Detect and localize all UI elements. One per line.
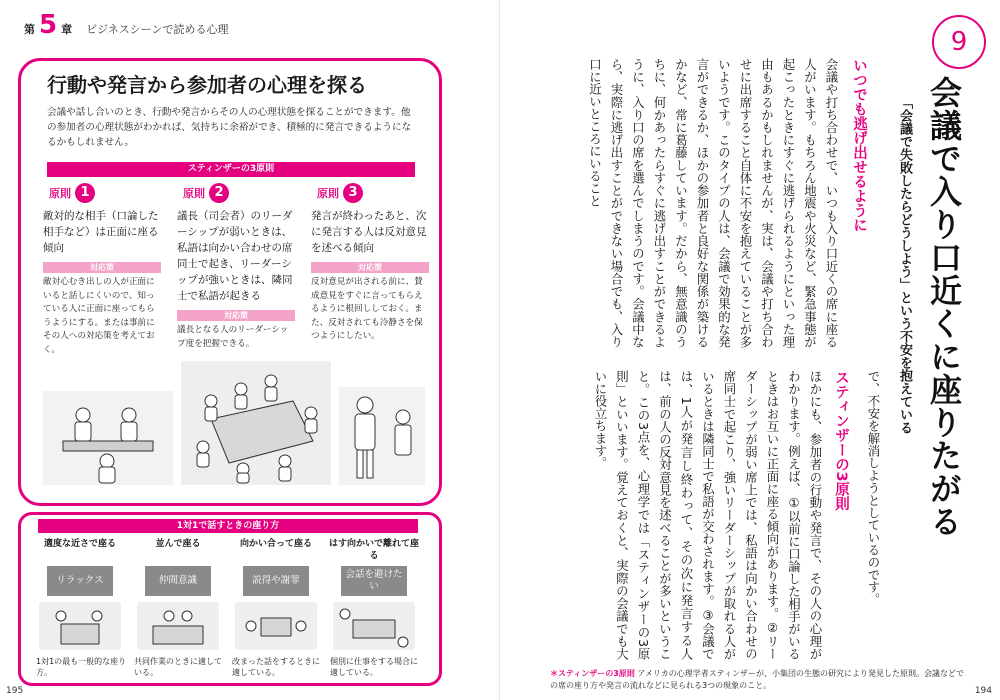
seating-caption: 共同作業のときに適している。	[134, 657, 222, 677]
rule-1	[43, 183, 161, 357]
seating-option-1	[32, 538, 128, 678]
counter-label: 対応策	[43, 262, 161, 273]
rules-header: スティンザーの3原則	[47, 162, 415, 177]
seating-title: 並んで座る	[155, 539, 201, 549]
seating-title: 適度な近さで座る	[43, 539, 116, 549]
seating-title: 向かい合って座る	[239, 539, 312, 549]
body-text-2: で、不安を解消しようとしているのです。	[866, 370, 881, 606]
counter-label: 対応策	[311, 262, 429, 273]
seating-option-3	[228, 538, 324, 678]
counter-text: 敵対心むき出しの人が正面にいると話しにくいので、知っている人に正面に座ってもらうようにする。または事前にその人への対応策を考えておく。	[43, 277, 155, 355]
section-heading-2: スティンザーの3原則	[833, 370, 849, 511]
body-text-1: 会議や打ち合わせで、いつも入り口近くの席に座る人がいます。もちろん地震や火災など、緊急事態が起こったときにすぐに逃げられるようにといった理由もあるかもしれませんが、実は、会議や打ち合わせに出席すること自体に不安を抱えていることが多いようです。このタイプの人は、会議で効果的な発言ができるか、ほかの参加者と良好な関係が築けるかなど、常に葛藤しています。だから、無意識のうちに、何かあったらすぐに逃げ出すことができるように、入り口の席を選んでしまうのです。会議中なら、実際に逃げ出すことができない場合でも、入り口に近いところにいること	[587, 58, 839, 348]
counter-text: 反対意見が出される前に、賛成意見をすぐに言ってもらえるように根回ししておく。また、反対されても冷静さを保つようにしたい。	[311, 277, 423, 341]
chapter-prefix: 第	[24, 23, 35, 36]
seating-caption: 個別に仕事をする場合に適している。	[330, 657, 418, 677]
seating-illustration	[235, 602, 317, 650]
seating-caption: 1対1の最も一般的な座り方。	[36, 657, 127, 677]
rule-head	[317, 183, 429, 203]
rule-head	[49, 183, 161, 203]
table-people-illustration	[43, 391, 173, 485]
seating-illustration	[137, 602, 219, 650]
seating-label: 会話を避けたい	[341, 566, 407, 596]
rule-label: 原則	[183, 187, 205, 200]
counter-label: 対応策	[177, 310, 295, 321]
rule-number-badge: 2	[209, 183, 229, 203]
page-number-left: 195	[6, 686, 24, 696]
rule-number-badge: 3	[343, 183, 363, 203]
feature-lead: 会議や話し合いのとき、行動や発言からその人の心理状態を探ることができます。他の参加者の心理状態がわかれば、気持ちに余裕ができ、積極的に発言できるようになるかもしれません。	[47, 107, 412, 148]
rule-2	[177, 183, 295, 351]
seating-title: はす向かいで離れて座る	[328, 539, 419, 561]
rule-text: 敵対的な相手（口論した相手など）は正面に座る傾向	[43, 210, 159, 254]
section-number: 9	[932, 15, 986, 69]
rule-head	[183, 183, 295, 203]
seating-header: 1対1で話すときの座り方	[38, 519, 418, 533]
seating-label: 仲間意識	[145, 566, 211, 596]
chapter-title: ビジネスシーンで読める心理	[86, 23, 229, 36]
chapter-number: 5	[39, 10, 58, 40]
body-text-3: ほかにも、参加者の行動や発言で、その人の心理がわかります。例えば、①以前に口論した相手がいるときはお互いに正面に座る傾向があります。②リーダーシップが弱い席上では、私語は向かい合わせの席同士で起こり、強いリーダーシップが取れる人がいるときは隣同士で私語が交わされます。③会議では、1人が発言し終わって、その次に発言する人は、前の人の反対意見を述べることが多いということ。この3点を、心理学では「スティンザーの3原則」といいます。覚えておくと、実際の会議でも大いに役立ちます。	[593, 370, 823, 660]
footnote-term: スティンザーの3原則	[558, 669, 635, 678]
rule-label: 原則	[317, 187, 339, 200]
feature-box	[18, 58, 442, 506]
seating-illustration	[39, 602, 121, 650]
seating-caption: 改まった話をするときに適している。	[232, 657, 320, 677]
rule-text: 議長（司会者）のリーダーシップが弱いときは、私語は向かい合わせの席同士で起き、リーダーシップが強いときは、隣同士で私語が起きる	[177, 210, 293, 302]
page-number-right: 194	[974, 686, 992, 696]
standing-man-illustration	[339, 387, 425, 485]
footnote	[550, 668, 970, 692]
footnote-key: ＊スティンザーの3原則	[550, 669, 635, 678]
meeting-table-illustration	[181, 361, 331, 485]
rule-number-badge: 1	[75, 183, 95, 203]
seating-illustration	[333, 602, 415, 650]
chapter-header	[24, 12, 229, 38]
article-subtitle: 「会議で失敗したらどうしよう」という不安を抱えている	[897, 96, 912, 434]
right-page	[500, 0, 1000, 700]
seating-label: リラックス	[47, 566, 113, 596]
footnote-text: アメリカの心理学者スティンザーが、小集団の生態の研究により発見した原則。会議などでの席の座り方や発言の流れなどに見られる3つの現象のこと。	[550, 669, 964, 690]
article-title: 会議で入り口近くに座りたがる	[925, 76, 963, 538]
rule-3	[311, 183, 429, 344]
seating-label: 説得や謝罪	[243, 566, 309, 596]
rule-text: 発言が終わったあと、次に発言する人は反対意見を述べる傾向	[311, 210, 427, 254]
seating-option-4	[326, 538, 422, 678]
feature-title: 行動や発言から参加者の心理を探る	[47, 73, 367, 97]
seating-option-2	[130, 538, 226, 678]
section-heading-1: いつでも逃げ出せるように	[851, 58, 867, 232]
rule-label: 原則	[49, 187, 71, 200]
counter-text: 議長となる人のリーダーシップ度を把握できる。	[177, 325, 289, 349]
chapter-suffix: 章	[61, 23, 73, 36]
